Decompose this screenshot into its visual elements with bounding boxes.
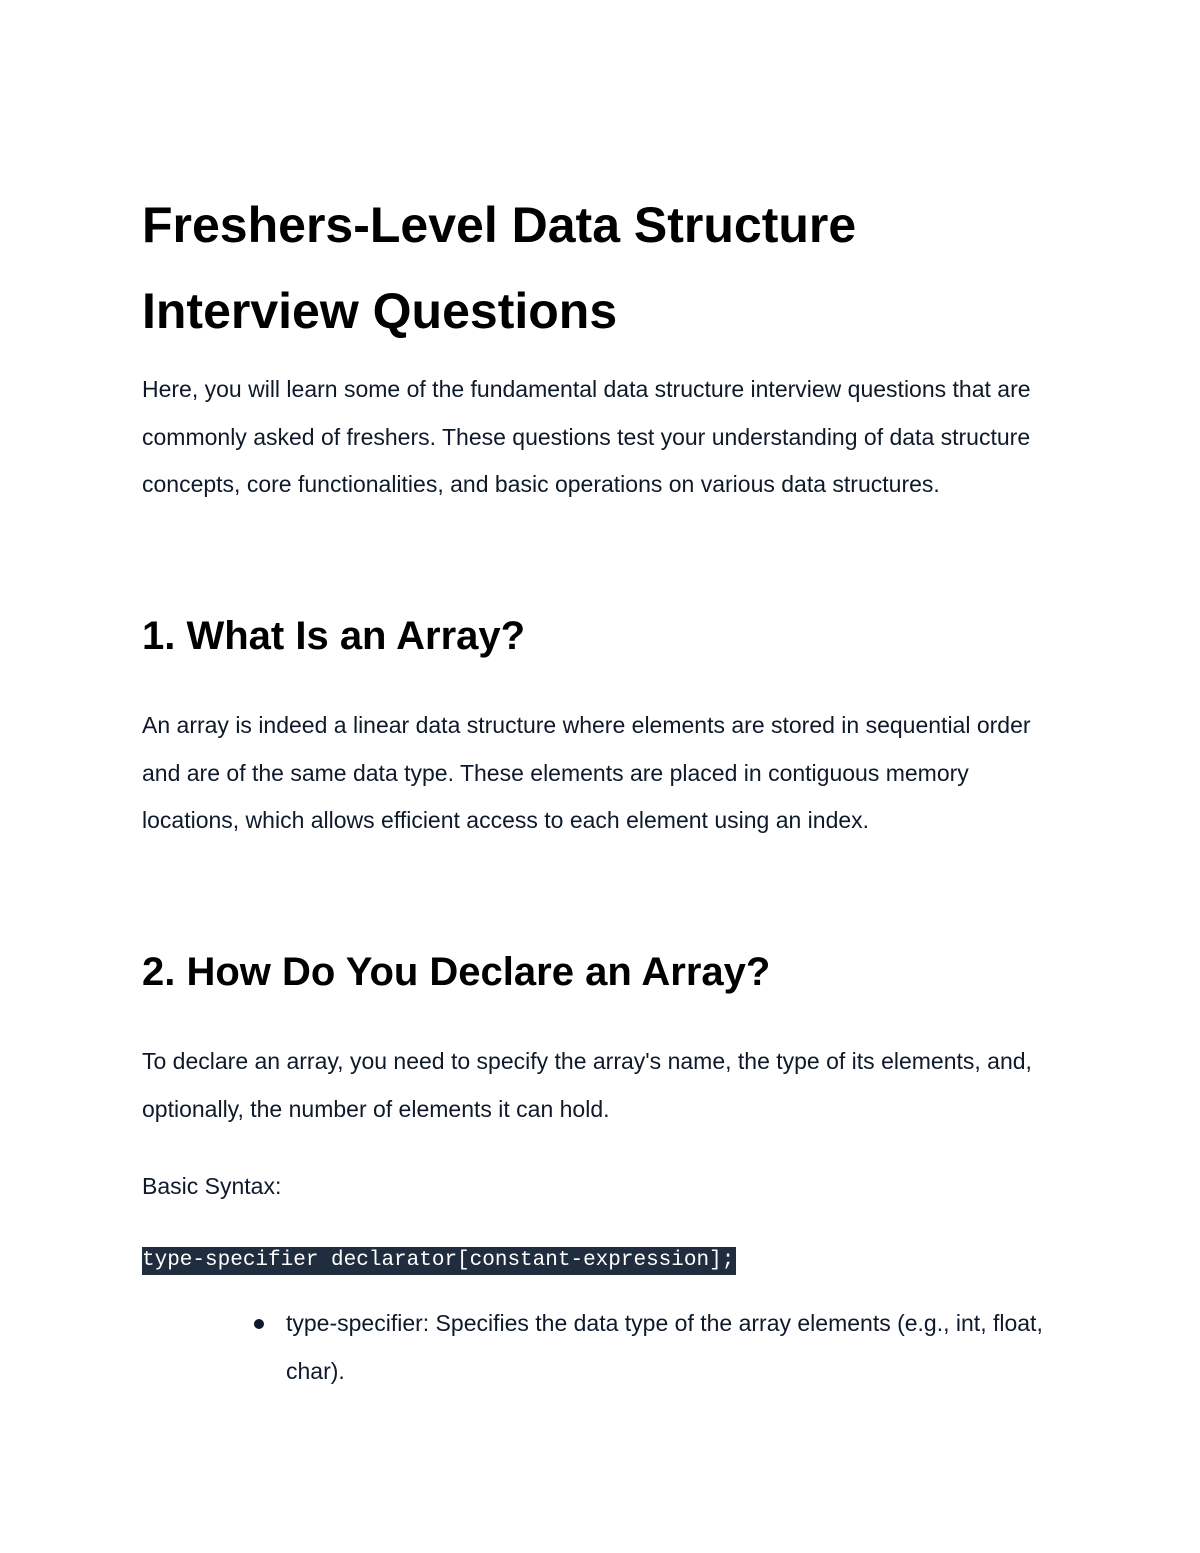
code-snippet: type-specifier declarator[constant-expression]; — [142, 1247, 736, 1275]
intro-paragraph: Here, you will learn some of the fundamental data structure interview questions that are commonly asked of freshers. These questions test your understanding of data structure concepts, core functionalities, and basic operations on various data structures. — [142, 376, 1031, 497]
syntax-label: Basic Syntax: — [142, 1173, 282, 1199]
list-item — [252, 1300, 1052, 1395]
bullet-dot-icon — [254, 1319, 264, 1329]
bullet-list — [252, 1300, 1052, 1395]
code-block — [142, 1247, 736, 1275]
section-heading-array: 1. What Is an Array? — [142, 614, 526, 658]
section-heading-declare: 2. How Do You Declare an Array? — [142, 950, 771, 994]
section-body-array: An array is indeed a linear data structure where elements are stored in sequential order and are of the same data type. These elements are placed in contiguous memory locations, which allows efficient access to each element using an index. — [142, 712, 1031, 833]
list-item-text: type-specifier: Specifies the data type of the array elements (e.g., int, float, char). — [286, 1310, 1043, 1384]
section-body-declare: To declare an array, you need to specify the array's name, the type of its elements, and, optionally, the number of elements it can hold. — [142, 1048, 1032, 1122]
page-title: Freshers-Level Data Structure Interview Questions — [142, 197, 857, 339]
